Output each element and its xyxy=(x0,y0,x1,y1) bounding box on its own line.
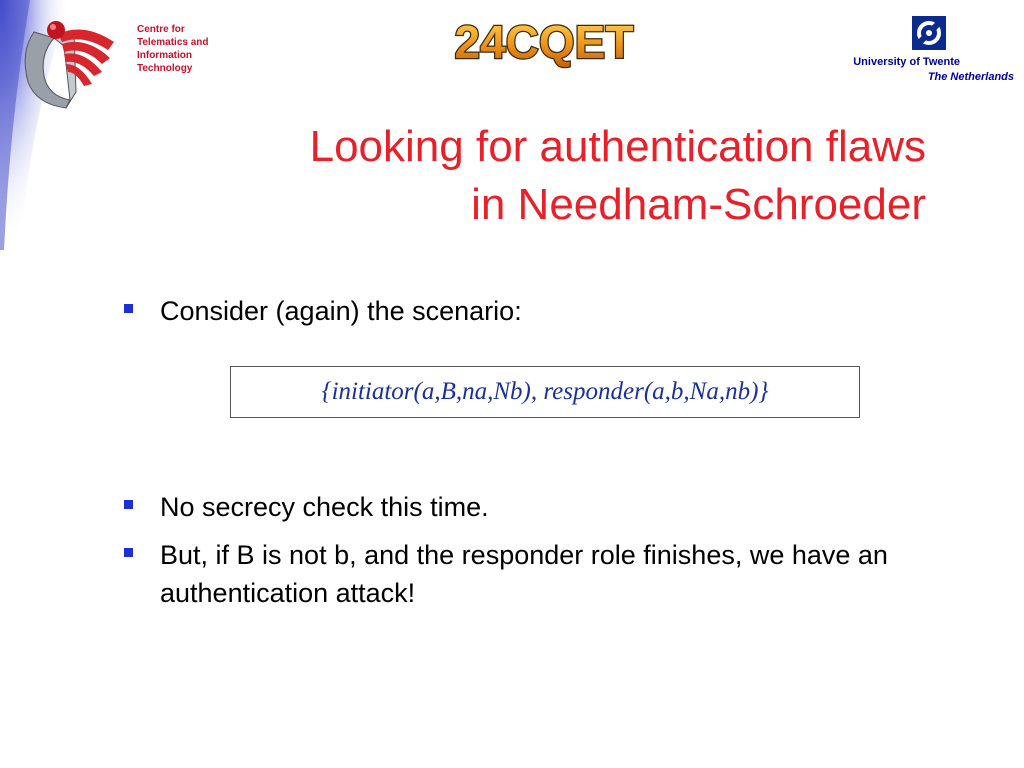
university-logo xyxy=(912,16,946,50)
scenario-formula-box xyxy=(230,366,860,418)
slide-title-line: Looking for authentication flaws xyxy=(309,122,926,171)
bullet-text: Consider (again) the scenario: xyxy=(160,296,522,326)
bullet-marker xyxy=(124,548,133,557)
bullet-marker xyxy=(124,500,133,509)
slide-title xyxy=(110,118,926,234)
university-country: The Netherlands xyxy=(927,71,1014,83)
brand-logo xyxy=(428,14,660,70)
university-name: University of Twente xyxy=(853,56,960,68)
bullet-item xyxy=(124,488,924,526)
ctit-line: Information xyxy=(137,50,192,61)
ctit-line: Telematics and xyxy=(137,37,209,48)
bullet-item xyxy=(124,292,924,330)
scenario-formula: {initiator(a,B,na,Nb), responder(a,b,Na,nb)} xyxy=(321,378,769,405)
brand-logo-text: 24CQET xyxy=(454,16,634,68)
bullet-marker xyxy=(124,304,133,313)
bullet-item xyxy=(124,536,914,612)
bullet-text: But, if B is not b, and the responder role finishes, we have an authentication attack! xyxy=(160,540,911,608)
ctit-logo xyxy=(14,12,124,112)
ctit-line: Technology xyxy=(137,63,193,74)
ctit-line: Centre for xyxy=(137,24,185,35)
bullet-text: No secrecy check this time. xyxy=(160,492,489,522)
ctit-name xyxy=(137,23,209,75)
slide-title-line: in Needham-Schroeder xyxy=(471,180,926,229)
